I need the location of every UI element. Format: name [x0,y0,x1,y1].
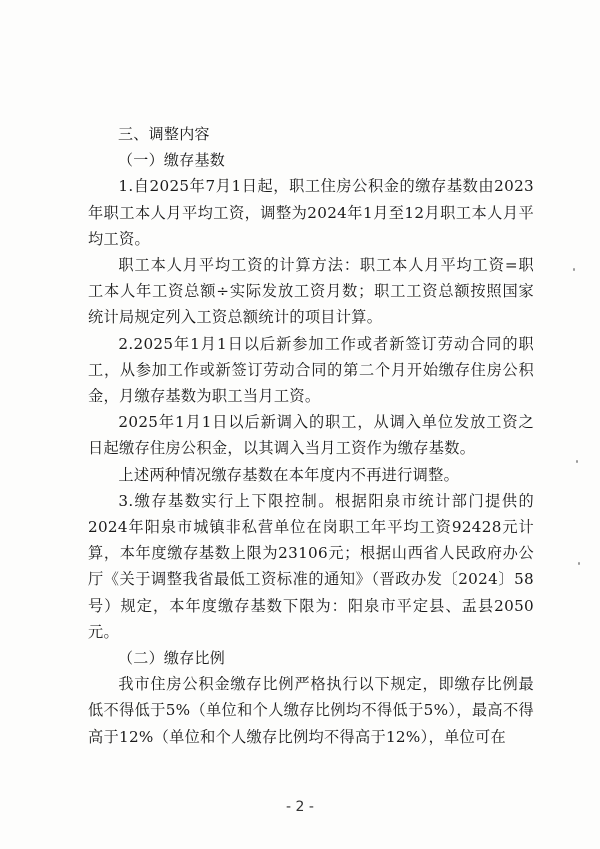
paragraph-transferred-employees: 2025年1月1日以后新调入的职工，从调入单位发放工资之日起缴存住房公积金，以其调入当月工资作为缴存基数。 [88,413,534,458]
paragraph-no-adjustment-note: 上述两种情况缴存基数在本年度内不再进行调整。 [118,465,460,484]
subsection-title-contribution-base: （一）缴存基数 [118,151,226,170]
document-body [88,121,534,750]
paragraph-new-employees: 2.2025年1月1日以后新参加工作或者新签订劳动合同的职工，从参加工作或新签订劳动合同的第二个月开始缴存住房公积金，月缴存基数为职工当月工资。 [88,334,534,406]
paragraph-base-adjustment: 1.自2025年7月1日起，职工住房公积金的缴存基数由2023年职工本人月平均工资，调整为2024年1月至12月职工本人月平均工资。 [88,177,534,248]
subsection-title-contribution-rate: （二）缴存比例 [118,649,226,668]
scan-speck [578,562,580,565]
page-number: - 2 - [286,799,314,815]
scan-speck [576,460,578,463]
section-title: 三、调整内容 [118,125,210,143]
paragraph-calculation-method: 职工本人月平均工资的计算方法：职工本人月平均工资=职工本人年工资总额÷实际发放工资月数；职工工资总额按照国家统计局规定列入工资总额统计的项目计算。 [88,256,534,327]
paragraph-base-limits: 3.缴存基数实行上下限控制。根据阳泉市统计部门提供的2024年阳泉市城镇非私营单位在岗职工年平均工资92428元计算，本年度缴存基数上限为23106元；根据山西省人民政府办公厅《关于调整我省最低工资标准的通知》（晋政办发〔2024〕58号）规定，本年度缴存基数下限为：阳泉市平定县、盂县2050元。 [88,491,534,641]
paragraph-contribution-rate: 我市住房公积金缴存比例严格执行以下规定，即缴存比例最低不得低于5%（单位和个人缴存比例均不得低于5%），最高不得高于12%（单位和个人缴存比例均不得高于12%），单位可在 [88,675,534,746]
scan-speck [573,268,575,271]
